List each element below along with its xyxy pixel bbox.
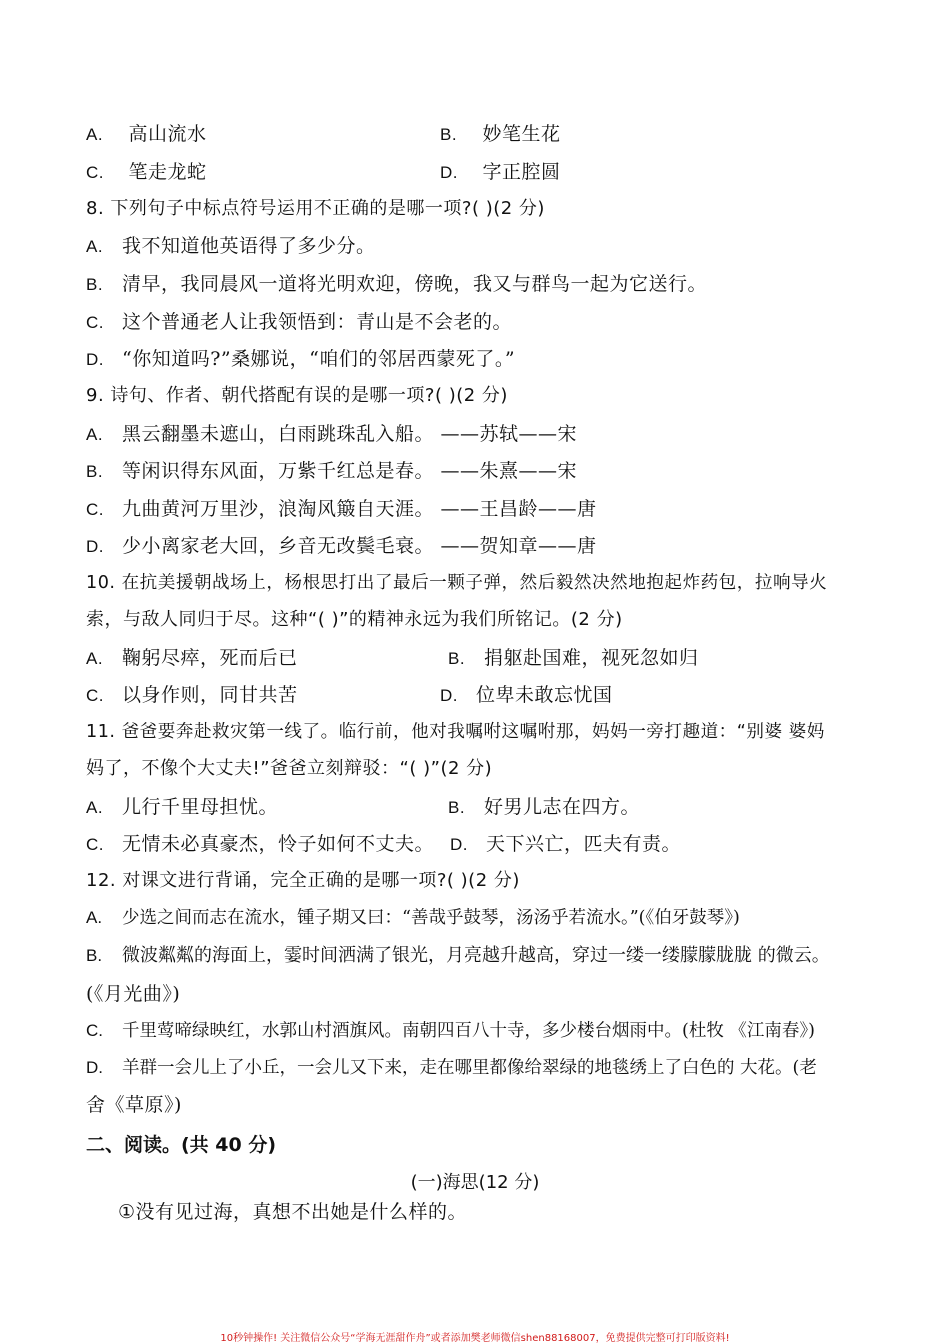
option-label-c: C. [86, 835, 104, 854]
option-label-d: D. [440, 686, 458, 705]
option-text: 好男儿志在四方。 [484, 796, 641, 818]
q9-option-b [86, 459, 577, 484]
option-text: 微波粼粼的海面上，霎时间洒满了银光，月亮越升越高，穿过一缕一缕朦朦胧胧 的微云。 [122, 945, 830, 966]
q8-option-d [86, 347, 515, 372]
option-label-d: D. [86, 1058, 103, 1077]
option-label-a: A. [86, 908, 103, 927]
option-text: 清早，我同晨风一道将光明欢迎，傍晚，我又与群鸟一起为它送行。 [122, 273, 708, 295]
option-label-a: A. [86, 798, 104, 817]
footer-notice: 10秒钟操作! 关注微信公众号“学海无涯甜作舟”或者添加樊老师微信shen88168007，免费提供完整可打印版资料! [220, 1333, 730, 1344]
option-text: 儿行千里母担忧。 [122, 796, 279, 818]
option-text: 高山流水 [128, 123, 207, 145]
option-text: 妙笔生花 [482, 123, 561, 145]
q12-option-d [86, 1056, 817, 1080]
q12-option-d-cont: 舍《草原》) [86, 1094, 182, 1116]
option-label-b: B. [448, 649, 466, 668]
option-text: 无情未必真豪杰，怜子如何不丈夫。 [122, 833, 435, 855]
option-text: 位卑未敢忘忧国 [476, 684, 613, 706]
option-label-c: C. [86, 313, 104, 332]
option-label-c: C. [86, 686, 104, 705]
q8-option-b [86, 272, 707, 297]
option-text: 少选之间而志在流水，锺子期又曰：“善哉乎鼓琴，汤汤乎若流水。”(《伯牙鼓琴》) [122, 908, 740, 928]
option-label: A. [86, 125, 104, 144]
option-text: 羊群一会儿上了小丘，一会儿又下来，走在哪里都像给翠绿的地毯绣上了白色的 大花。(老 [122, 1058, 817, 1078]
option-text: 鞠躬尽瘁，死而后已 [122, 647, 298, 669]
q10-option-c [86, 683, 298, 708]
q11-option-c [86, 832, 434, 857]
section-title: 二、阅读。(共 40 分) [86, 1134, 277, 1156]
q8-option-a [86, 234, 376, 259]
option-label-b: B. [86, 275, 104, 294]
q10-stem-line1: 10. 在抗美援朝战场上，杨根思打出了最后一颗子弹，然后毅然决然地抱起炸药包，拉响导火 [86, 573, 828, 593]
option-text: 这个普通老人让我领悟到：青山是不会老的。 [122, 311, 513, 333]
q12-option-b-cont: (《月光曲》) [86, 983, 181, 1005]
option-label-c: C. [86, 1021, 103, 1040]
q10-option-a [86, 646, 298, 671]
q7-option-b [440, 122, 561, 147]
q7-option-d [440, 160, 561, 185]
passage-title: (一)海思(12 分) [410, 1172, 540, 1193]
q11-stem-line2: 妈了，不像个大丈夫!”爸爸立刻辩驳：“( )”(2 分) [86, 758, 493, 779]
q12-stem: 12. 对课文进行背诵，完全正确的是哪一项?( )(2 分) [86, 870, 520, 891]
q10-option-b [448, 646, 699, 671]
option-text: 以身作则，同甘共苦 [122, 684, 298, 706]
q7-option-a [86, 122, 207, 147]
q11-stem-line1: 11. 爸爸要奔赴救灾第一线了。临行前，他对我嘱咐这嘱咐那，妈妈一旁打趣道：“别婆 婆妈 [86, 722, 825, 742]
option-label-b: B. [86, 462, 104, 481]
option-label-d: D. [86, 537, 104, 556]
option-text: 笔走龙蛇 [128, 161, 207, 183]
q9-option-d [86, 534, 597, 559]
option-text: 少小离家老大回，乡音无改鬓毛衰。 ——贺知章——唐 [122, 535, 597, 557]
option-label-b: B. [86, 946, 103, 965]
option-label-a: A. [86, 237, 104, 256]
q8-option-c [86, 310, 512, 335]
option-label: C. [86, 163, 104, 182]
option-text: 捐躯赴国难，视死忽如归 [484, 647, 699, 669]
option-text: 九曲黄河万里沙，浪淘风簸自天涯。 ——王昌龄——唐 [122, 498, 597, 520]
q7-option-c [86, 160, 207, 185]
q11-option-b [448, 795, 640, 820]
option-label-a: A. [86, 649, 104, 668]
option-text: 千里莺啼绿映红，水郭山村酒旗风。南朝四百八十寺，多少楼台烟雨中。(杜牧 《江南春》) [122, 1021, 815, 1041]
passage-paragraph-1: ①没有见过海，真想不出她是什么样的。 [118, 1201, 468, 1223]
q12-option-c [86, 1019, 815, 1043]
option-label: D. [440, 163, 458, 182]
option-label-d: D. [86, 350, 104, 369]
option-label-d: D. [450, 835, 468, 854]
option-text: 字正腔圆 [482, 161, 561, 183]
q10-option-d [440, 683, 613, 708]
q9-stem: 9. 诗句、作者、朝代搭配有误的是哪一项?( )(2 分) [86, 385, 508, 406]
option-text: 我不知道他英语得了多少分。 [122, 235, 376, 257]
option-label-c: C. [86, 500, 104, 519]
option-text: 天下兴亡，匹夫有责。 [486, 833, 682, 855]
q9-option-c [86, 497, 597, 522]
option-label: B. [440, 125, 458, 144]
option-text: “你知道吗?”桑娜说，“咱们的邻居西蒙死了。” [122, 348, 516, 370]
q12-option-b [86, 944, 830, 968]
option-text: 黑云翻墨未遮山，白雨跳珠乱入船。 ——苏轼——宋 [122, 423, 578, 445]
q8-stem: 8. 下列句子中标点符号运用不正确的是哪一项?( )(2 分) [86, 198, 545, 219]
option-text: 等闲识得东风面，万紫千红总是春。 ——朱熹——宋 [122, 460, 578, 482]
q9-option-a [86, 422, 577, 447]
q11-option-a [86, 795, 278, 820]
q10-stem-line2: 索，与敌人同归于尽。这种“( )”的精神永远为我们所铭记。(2 分) [86, 609, 623, 630]
option-label-a: A. [86, 425, 104, 444]
q11-option-d [450, 832, 681, 857]
q12-option-a [86, 906, 740, 930]
option-label-b: B. [448, 798, 466, 817]
